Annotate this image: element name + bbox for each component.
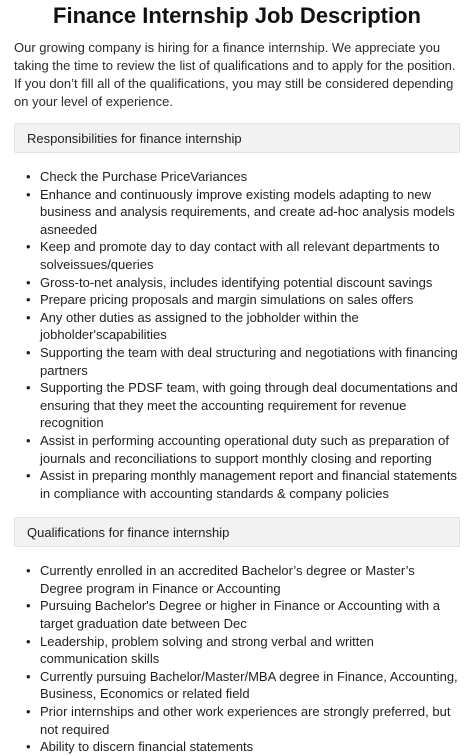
- bullet-icon: •: [26, 380, 31, 396]
- list-item-text: Gross-to-net analysis, includes identifying potential discount savings: [40, 274, 433, 290]
- bullet-icon: •: [26, 432, 31, 448]
- list-item: [26, 274, 460, 292]
- list-item: [26, 379, 460, 432]
- list-item-text: Prior internships and other work experiences are strongly preferred, but not required: [40, 704, 451, 737]
- list-item: [26, 344, 460, 379]
- list-item: [26, 309, 460, 344]
- list-item: [26, 738, 460, 756]
- bullet-icon: •: [26, 169, 31, 184]
- bullet-icon: •: [26, 598, 31, 614]
- list-item-text: Currently enrolled in an accredited Bachelor’s degree or Master’s Degree program in Finance or Accounting: [40, 563, 415, 596]
- bullet-icon: •: [26, 309, 31, 325]
- qualifications-section: [14, 517, 460, 756]
- list-item-text: Assist in performing accounting operational duty such as preparation of journals and reconciliations to support monthly closing and reporting: [40, 432, 450, 466]
- bullet-icon: •: [26, 292, 31, 308]
- list-item-text: Supporting the team with deal structuring and negotiations with financing partners: [40, 344, 458, 378]
- list-item: [26, 432, 460, 467]
- intro-paragraph: Our growing company is hiring for a finance internship. We appreciate you taking the time to review the list of qualifications and to apply for the position. If you don’t fill all of the qualifications, you may still be considered depending on your level of experience.: [14, 40, 456, 109]
- list-item: [26, 291, 460, 309]
- bullet-icon: •: [26, 668, 31, 684]
- responsibilities-list: [14, 168, 460, 502]
- list-item-text: Prepare pricing proposals and margin simulations on sales offers: [40, 292, 414, 308]
- list-item: [26, 703, 460, 738]
- bullet-icon: •: [26, 186, 31, 202]
- bullet-icon: •: [26, 563, 31, 579]
- list-item: [26, 168, 460, 186]
- list-item-text: Check the Purchase PriceVariances: [40, 169, 248, 184]
- bullet-icon: •: [26, 633, 31, 649]
- page-title: Finance Internship Job Description: [53, 3, 421, 28]
- list-item: [26, 186, 460, 239]
- list-item: [26, 668, 460, 703]
- qualifications-heading: Qualifications for finance internship: [14, 517, 460, 547]
- bullet-icon: •: [26, 274, 31, 290]
- list-item-text: Leadership, problem solving and strong verbal and written communication skills: [40, 633, 374, 667]
- list-item-text: Pursuing Bachelor's Degree or higher in Finance or Accounting with a target graduation date between Dec: [40, 598, 440, 632]
- list-item-text: Currently pursuing Bachelor/Master/MBA degree in Finance, Accounting, Business, Economics or related field: [40, 668, 458, 702]
- qualifications-list: [14, 562, 460, 756]
- list-item: [26, 238, 460, 273]
- list-item-text: Any other duties as assigned to the jobholder within the jobholder'scapabilities: [40, 309, 359, 343]
- list-item-text: Supporting the PDSF team, with going through deal documentations and ensuring that they meet the accounting requirement for revenue recognition: [40, 380, 458, 431]
- list-item-text: Keep and promote day to day contact with all relevant departments to solveissues/queries: [40, 239, 440, 272]
- bullet-icon: •: [26, 239, 31, 255]
- list-item: [26, 633, 460, 668]
- bullet-icon: •: [26, 468, 31, 484]
- list-item-text: Assist in preparing monthly management report and financial statements in compliance with accounting standards & company policies: [40, 468, 457, 501]
- list-item: [26, 562, 460, 597]
- bullet-icon: •: [26, 704, 31, 720]
- list-item: [26, 597, 460, 632]
- list-item: [26, 467, 460, 502]
- list-item-text: Ability to discern financial statements: [40, 739, 254, 755]
- list-item-text: Enhance and continuously improve existing models adapting to new business and analysis requirements, and create ad-hoc analysis models asneeded: [40, 186, 455, 237]
- bullet-icon: •: [26, 739, 31, 755]
- bullet-icon: •: [26, 344, 31, 360]
- responsibilities-heading: Responsibilities for finance internship: [14, 123, 460, 153]
- responsibilities-section: [14, 123, 460, 502]
